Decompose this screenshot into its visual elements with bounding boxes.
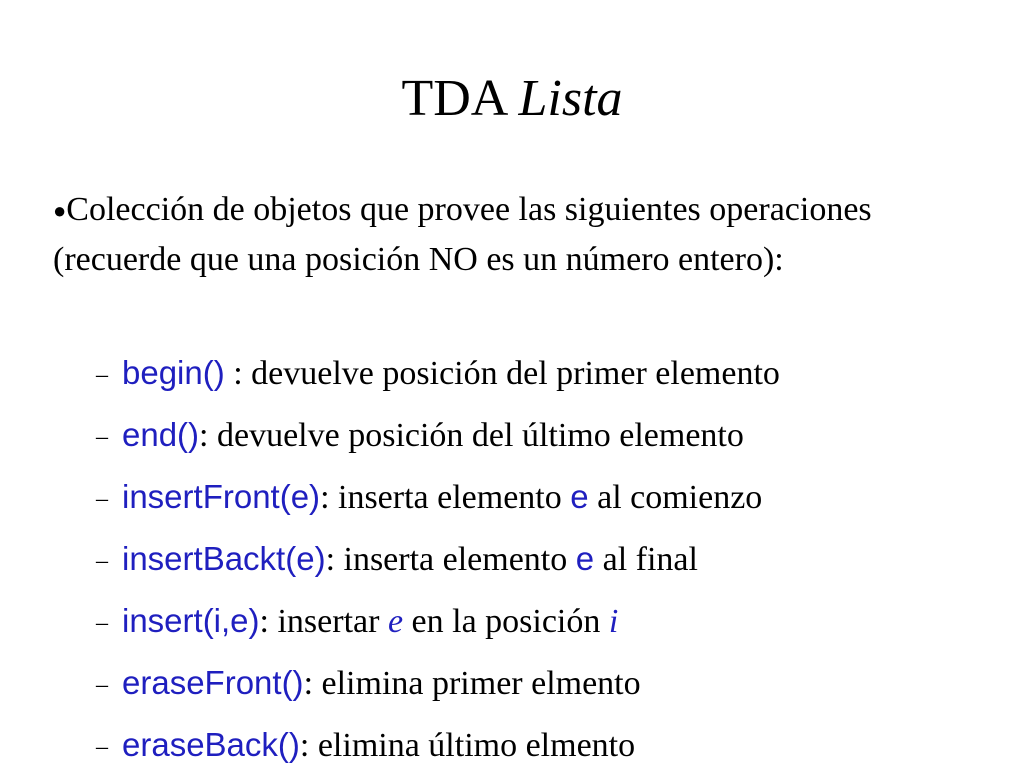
- operation-variable-i: i: [608, 603, 619, 640]
- dash-icon: –: [96, 424, 108, 450]
- operation-description-end: al comienzo: [588, 479, 763, 516]
- slide-title: [0, 64, 1024, 134]
- operation-signature: insert(i,e): [122, 602, 260, 639]
- operation-item-erase-back: [96, 718, 1016, 780]
- intro-paragraph: [53, 186, 953, 283]
- operation-item-insert: [96, 594, 1016, 656]
- dash-icon: –: [96, 672, 108, 698]
- dash-icon: –: [96, 486, 108, 512]
- operation-variable: e: [570, 478, 589, 515]
- bullet-icon: ●: [53, 198, 67, 223]
- operation-signature: eraseFront(): [122, 664, 304, 701]
- operation-description: : insertar: [259, 603, 388, 640]
- operation-item-end: [96, 408, 1016, 470]
- operation-signature: eraseBack(): [122, 726, 300, 763]
- operation-description: : inserta elemento: [320, 479, 571, 516]
- operations-list: [96, 346, 1016, 780]
- operation-signature: insertFront(e): [122, 478, 321, 515]
- operation-signature: insertBackt(e): [122, 540, 326, 577]
- operation-description: : inserta elemento: [325, 541, 576, 578]
- operation-signature: begin(): [122, 354, 225, 391]
- operation-description-end: al final: [594, 541, 698, 578]
- operation-item-begin: [96, 346, 1016, 408]
- title-main: TDA: [401, 70, 506, 127]
- operation-item-insert-front: [96, 470, 1016, 532]
- dash-icon: –: [96, 610, 108, 636]
- operation-signature: end(): [122, 416, 200, 453]
- operation-item-erase-front: [96, 656, 1016, 718]
- title-italic: Lista: [518, 70, 623, 127]
- operation-variable: e: [575, 540, 595, 577]
- operation-item-insert-back: [96, 532, 1016, 594]
- intro-text: Colección de objetos que provee las siguientes operaciones (recuerde que una posición NO es un número entero):: [53, 191, 872, 278]
- dash-icon: –: [96, 362, 108, 388]
- operation-description-middle: en la posición: [403, 603, 609, 640]
- operation-variable-e: e: [387, 603, 404, 640]
- operation-description: : elimina primer elmento: [303, 665, 641, 702]
- dash-icon: –: [96, 548, 108, 574]
- dash-icon: –: [96, 734, 108, 760]
- operation-description: : devuelve posición del último elemento: [199, 417, 744, 454]
- operation-description: : elimina último elmento: [299, 727, 636, 764]
- operation-description: : devuelve posición del primer elemento: [224, 355, 780, 392]
